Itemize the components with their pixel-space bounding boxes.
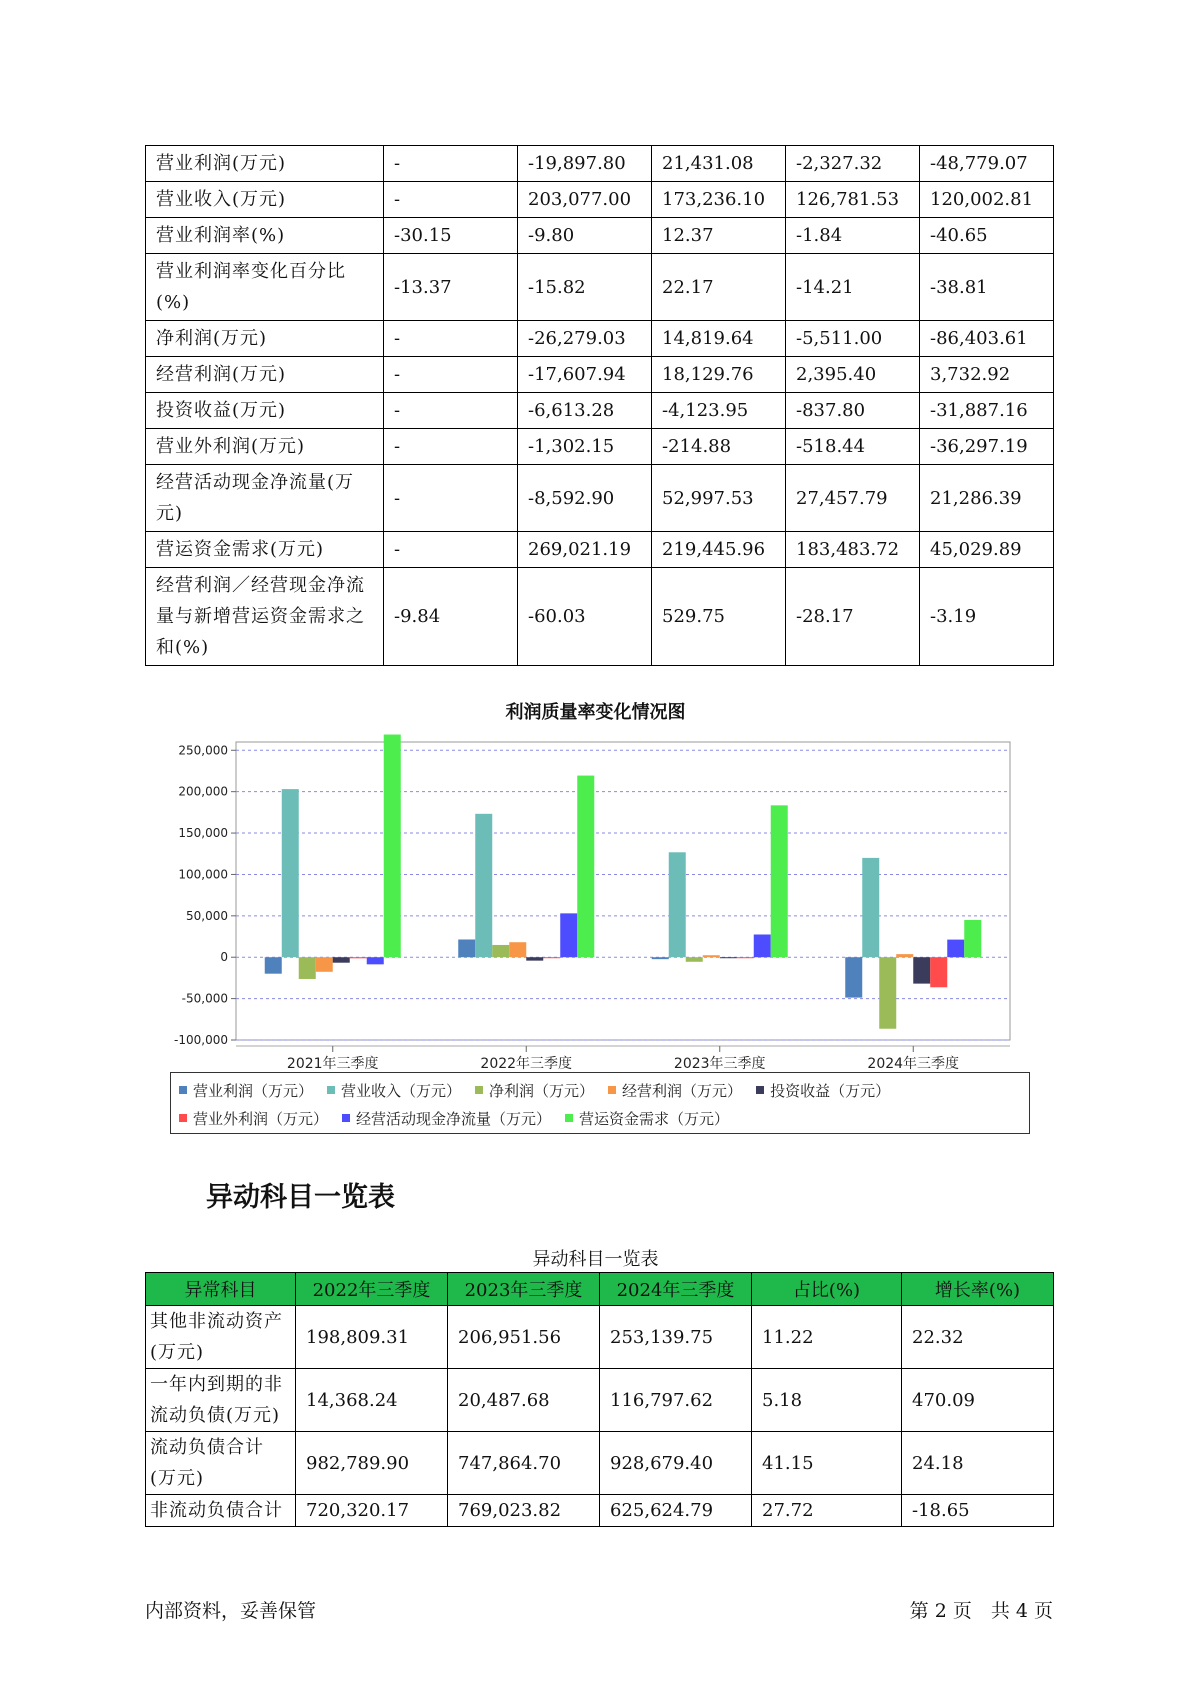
- table-row: [146, 1432, 1054, 1495]
- row-label: 营业利润率变化百分比(%): [146, 254, 384, 321]
- table-cell: -28.17: [786, 568, 920, 666]
- legend-label: 净利润（万元）: [489, 1082, 595, 1100]
- row-label: 经营利润(万元): [146, 357, 384, 393]
- legend-item: [475, 1077, 594, 1105]
- bar: [669, 852, 686, 957]
- table-row: [146, 1495, 1054, 1527]
- legend-label: 营业收入（万元）: [341, 1082, 462, 1100]
- row-label: 其他非流动资产(万元): [146, 1306, 296, 1369]
- x-tick-label: 2021年三季度: [286, 1056, 379, 1072]
- table-cell: -15.82: [518, 254, 652, 321]
- legend-swatch: [327, 1086, 335, 1094]
- table-cell: -3.19: [920, 568, 1054, 666]
- bar: [686, 957, 703, 962]
- table-cell: 120,002.81: [920, 182, 1054, 218]
- column-header: 占比(%): [752, 1273, 902, 1306]
- bar: [703, 955, 720, 957]
- bar: [947, 940, 964, 958]
- table-cell: 22.17: [652, 254, 786, 321]
- legend-label: 投资收益（万元）: [770, 1082, 891, 1100]
- bar: [896, 954, 913, 957]
- column-header: 增长率(%): [902, 1273, 1054, 1306]
- legend-label: 营业外利润（万元）: [193, 1110, 329, 1128]
- table-cell: -518.44: [786, 429, 920, 465]
- table-cell: -18.65: [902, 1495, 1054, 1527]
- legend-label: 经营利润（万元）: [622, 1082, 743, 1100]
- table-cell: -14.21: [786, 254, 920, 321]
- table-cell: 183,483.72: [786, 532, 920, 568]
- y-tick-label: 150,000: [178, 826, 228, 841]
- bar: [720, 957, 737, 958]
- table-cell: -: [384, 393, 518, 429]
- table-cell: -8,592.90: [518, 465, 652, 532]
- table-cell: -: [384, 146, 518, 182]
- row-label: 营业外利润(万元): [146, 429, 384, 465]
- footer-page-number: 第 2 页 共 4 页: [909, 1600, 1053, 1622]
- row-label: 经营利润／经营现金净流量与新增营运资金需求之和(%): [146, 568, 384, 666]
- table-cell: 747,864.70: [448, 1432, 600, 1495]
- table-cell: 928,679.40: [600, 1432, 752, 1495]
- chart-title: 利润质量率变化情况图: [505, 702, 686, 723]
- legend-item: [179, 1105, 328, 1133]
- table-cell: 52,997.53: [652, 465, 786, 532]
- legend-label: 经营活动现金净流量（万元）: [356, 1110, 552, 1128]
- table-cell: -9.80: [518, 218, 652, 254]
- y-tick-label: 50,000: [186, 908, 228, 923]
- chart-legend: [170, 1072, 1030, 1134]
- row-label: 净利润(万元): [146, 321, 384, 357]
- legend-item: [608, 1077, 742, 1105]
- row-label: 一年内到期的非流动负债(万元): [146, 1369, 296, 1432]
- table-cell: -9.84: [384, 568, 518, 666]
- bar: [316, 957, 333, 972]
- table-cell: 22.32: [902, 1306, 1054, 1369]
- row-label: 非流动负债合计: [146, 1495, 296, 1527]
- table-cell: 982,789.90: [296, 1432, 448, 1495]
- table-cell: -31,887.16: [920, 393, 1054, 429]
- bar: [526, 957, 543, 960]
- table-cell: 219,445.96: [652, 532, 786, 568]
- table-cell: -17,607.94: [518, 357, 652, 393]
- table-cell: 41.15: [752, 1432, 902, 1495]
- legend-label: 营运资金需求（万元）: [579, 1110, 730, 1128]
- bar: [964, 920, 981, 957]
- bar: [913, 957, 930, 983]
- footer-confidential-note: 内部资料，妥善保管: [145, 1600, 317, 1622]
- table-cell: -: [384, 465, 518, 532]
- bar: [367, 957, 384, 964]
- legend-item: [327, 1077, 461, 1105]
- table-cell: -40.65: [920, 218, 1054, 254]
- legend-swatch: [342, 1114, 350, 1122]
- table-cell: 203,077.00: [518, 182, 652, 218]
- table-cell: 720,320.17: [296, 1495, 448, 1527]
- bar: [333, 957, 350, 962]
- bar: [282, 789, 299, 957]
- y-tick-label: -100,000: [174, 1033, 228, 1047]
- legend-swatch: [608, 1086, 616, 1094]
- table-cell: 14,368.24: [296, 1369, 448, 1432]
- legend-label: 营业利润（万元）: [193, 1082, 314, 1100]
- table-cell: -6,613.28: [518, 393, 652, 429]
- table-cell: -5,511.00: [786, 321, 920, 357]
- bar: [879, 957, 896, 1029]
- bar: [862, 858, 879, 957]
- table-cell: -: [384, 429, 518, 465]
- table-cell: -: [384, 357, 518, 393]
- legend-swatch: [475, 1086, 483, 1094]
- bar: [560, 913, 577, 957]
- row-label: 经营活动现金净流量(万元): [146, 465, 384, 532]
- table-cell: -4,123.95: [652, 393, 786, 429]
- table-cell: 269,021.19: [518, 532, 652, 568]
- bar: [771, 805, 788, 957]
- bar: [737, 957, 754, 958]
- table-cell: 18,129.76: [652, 357, 786, 393]
- row-label: 投资收益(万元): [146, 393, 384, 429]
- table-cell: -38.81: [920, 254, 1054, 321]
- column-header: 2022年三季度: [296, 1273, 448, 1306]
- bar: [475, 814, 492, 957]
- table-cell: 253,139.75: [600, 1306, 752, 1369]
- column-header: 异常科目: [146, 1273, 296, 1306]
- table-cell: -: [384, 182, 518, 218]
- table-cell: 14,819.64: [652, 321, 786, 357]
- legend-item: [565, 1105, 729, 1133]
- bar: [384, 735, 401, 958]
- table-cell: -837.80: [786, 393, 920, 429]
- bar: [509, 942, 526, 957]
- table-cell: -13.37: [384, 254, 518, 321]
- column-header: 2023年三季度: [448, 1273, 600, 1306]
- table-row: [146, 1369, 1054, 1432]
- table-cell: 21,286.39: [920, 465, 1054, 532]
- bar: [350, 957, 367, 958]
- legend-swatch: [565, 1114, 573, 1122]
- y-tick-label: 250,000: [178, 743, 228, 758]
- row-label: 营业利润率(%): [146, 218, 384, 254]
- bar: [652, 957, 669, 959]
- table-cell: -26,279.03: [518, 321, 652, 357]
- row-label: 营业利润(万元): [146, 146, 384, 182]
- x-tick-label: 2023年三季度: [673, 1056, 766, 1072]
- table-cell: 27,457.79: [786, 465, 920, 532]
- bar: [543, 957, 560, 958]
- table-cell: -1.84: [786, 218, 920, 254]
- table-cell: 5.18: [752, 1369, 902, 1432]
- legend-item: [756, 1077, 890, 1105]
- x-tick-label: 2024年三季度: [867, 1056, 960, 1072]
- y-tick-label: 100,000: [178, 867, 228, 882]
- legend-item: [179, 1077, 313, 1105]
- table-cell: -36,297.19: [920, 429, 1054, 465]
- legend-item: [342, 1105, 551, 1133]
- bar: [299, 957, 316, 979]
- table-cell: 11.22: [752, 1306, 902, 1369]
- column-header: 2024年三季度: [600, 1273, 752, 1306]
- table-cell: 173,236.10: [652, 182, 786, 218]
- row-label: 营业收入(万元): [146, 182, 384, 218]
- table-cell: 2,395.40: [786, 357, 920, 393]
- section-heading: 异动科目一览表: [206, 1182, 395, 1213]
- table-cell: -: [384, 532, 518, 568]
- table-cell: 24.18: [902, 1432, 1054, 1495]
- bar: [930, 957, 947, 987]
- table-cell: 12.37: [652, 218, 786, 254]
- table-cell: 529.75: [652, 568, 786, 666]
- y-tick-label: 200,000: [178, 784, 228, 799]
- table-cell: -48,779.07: [920, 146, 1054, 182]
- table-cell: 625,624.79: [600, 1495, 752, 1527]
- table-cell: 45,029.89: [920, 532, 1054, 568]
- bar: [845, 957, 862, 997]
- bar: [577, 776, 594, 958]
- legend-swatch: [179, 1114, 187, 1122]
- table-cell: -19,897.80: [518, 146, 652, 182]
- table-cell: 470.09: [902, 1369, 1054, 1432]
- y-tick-label: 0: [220, 950, 228, 965]
- bar: [458, 939, 475, 957]
- legend-swatch: [756, 1086, 764, 1094]
- table-cell: -214.88: [652, 429, 786, 465]
- table-cell: 27.72: [752, 1495, 902, 1527]
- legend-swatch: [179, 1086, 187, 1094]
- table-cell: 769,023.82: [448, 1495, 600, 1527]
- y-tick-label: -50,000: [181, 991, 228, 1006]
- bar: [265, 957, 282, 973]
- x-tick-label: 2022年三季度: [480, 1056, 573, 1072]
- row-label: 营运资金需求(万元): [146, 532, 384, 568]
- table-cell: 126,781.53: [786, 182, 920, 218]
- table-row: [146, 1306, 1054, 1369]
- table-cell: -2,327.32: [786, 146, 920, 182]
- table-cell: 116,797.62: [600, 1369, 752, 1432]
- table-cell: -: [384, 321, 518, 357]
- table-cell: -86,403.61: [920, 321, 1054, 357]
- bar: [754, 934, 771, 957]
- row-label: 流动负债合计(万元): [146, 1432, 296, 1495]
- bar: [492, 945, 509, 957]
- table-cell: 3,732.92: [920, 357, 1054, 393]
- table-cell: 20,487.68: [448, 1369, 600, 1432]
- table-cell: 21,431.08: [652, 146, 786, 182]
- table-cell: -60.03: [518, 568, 652, 666]
- table-cell: -1,302.15: [518, 429, 652, 465]
- table-cell: 206,951.56: [448, 1306, 600, 1369]
- table-cell: 198,809.31: [296, 1306, 448, 1369]
- anomaly-items-table: [145, 1272, 1054, 1527]
- table-cell: -30.15: [384, 218, 518, 254]
- table-caption: 异动科目一览表: [532, 1249, 659, 1270]
